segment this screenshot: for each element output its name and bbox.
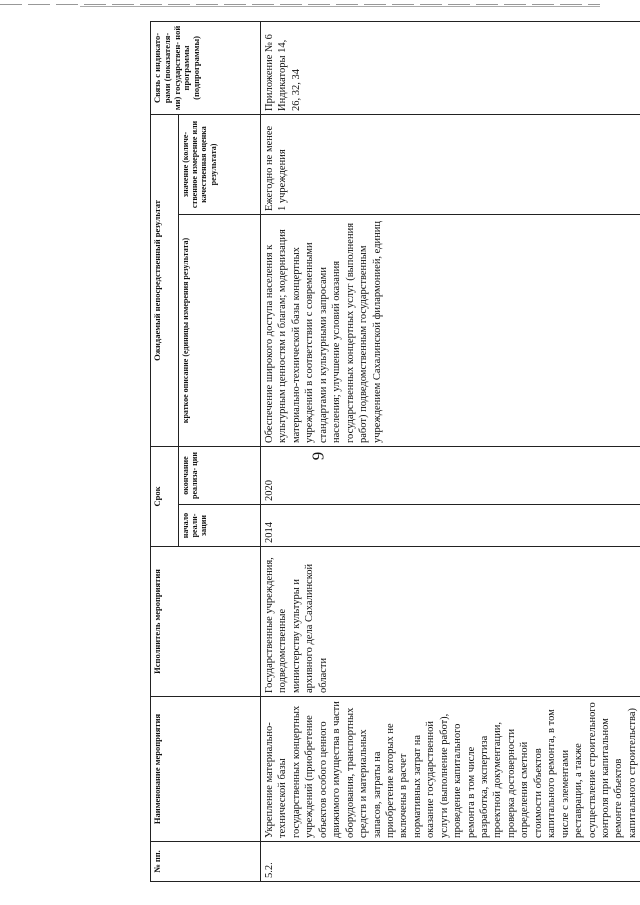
row-name: Укрепление материально-технической базы государственных концертных учреждений (приобретение объектов особого ценного движимого имущества в части оборудования, транспортных средств и материальных запасов, затраты на приобретение которых не включены в расчет нормативных затрат на оказание государственной услуги (выполнение работ), проведение капитального ремонта в том числе разработка, экспертиза проектной документации, проверка достоверности определения сметной стоимости объектов капитального ремонта, в том числе с элементами реставрации, а также осуществление строительного контроля при капитальном ремонте объектов капитального строительства)	[261, 697, 640, 842]
header-term-end: окончание реализа- ции	[179, 446, 261, 504]
header-row	[151, 21, 179, 881]
header-term: Срок	[151, 446, 179, 546]
header-link: Связь с индикато- рами (показателя- ми) государствен- ной программы (подпрограммы)	[151, 21, 261, 114]
row-end: 2020	[261, 446, 640, 504]
row-no: 5.2.	[261, 842, 640, 882]
measures-table-wrapper	[150, 22, 640, 882]
measures-table	[150, 21, 640, 882]
row-result-desc: Обеспечение широкого доступа населения к культурным ценностям и благам; модернизация материально-технической базы концертных учреждений в соответствии с современными стандартами и культурными запросами населения; улучшение условий оказания государственных концертных услуг (выполнения работ) подведомственным государственным учреждением Сахалинской филармонией, единиц	[261, 214, 640, 446]
header-executor: Исполнитель мероприятия	[151, 547, 261, 697]
row-start: 2014	[261, 505, 640, 547]
scan-artifact-line	[80, 6, 600, 7]
row-result-value: Ежегодно не менее 1 учреждения	[261, 114, 640, 214]
header-result-desc: краткое описание (единицы измерения результата)	[179, 214, 261, 446]
table-row	[261, 21, 640, 881]
header-result: Ожидаемый непосредственный результат	[151, 114, 179, 446]
header-term-start: начало реали- зации	[179, 505, 261, 547]
header-result-value: значение (количе- ственное измерение или качественная оценка результата)	[179, 114, 261, 214]
row-link: Приложение № 6 Индикаторы 14, 26, 32, 34	[261, 21, 640, 114]
row-executor: Государственные учреждения, подведомственные министерству культуры и архивного дела Сахалинской области	[261, 547, 640, 697]
header-no: № пп.	[151, 842, 261, 882]
header-name: Наименование мероприятия	[151, 697, 261, 842]
scan-artifact-top	[0, 4, 600, 5]
page-number: 9	[308, 451, 328, 461]
